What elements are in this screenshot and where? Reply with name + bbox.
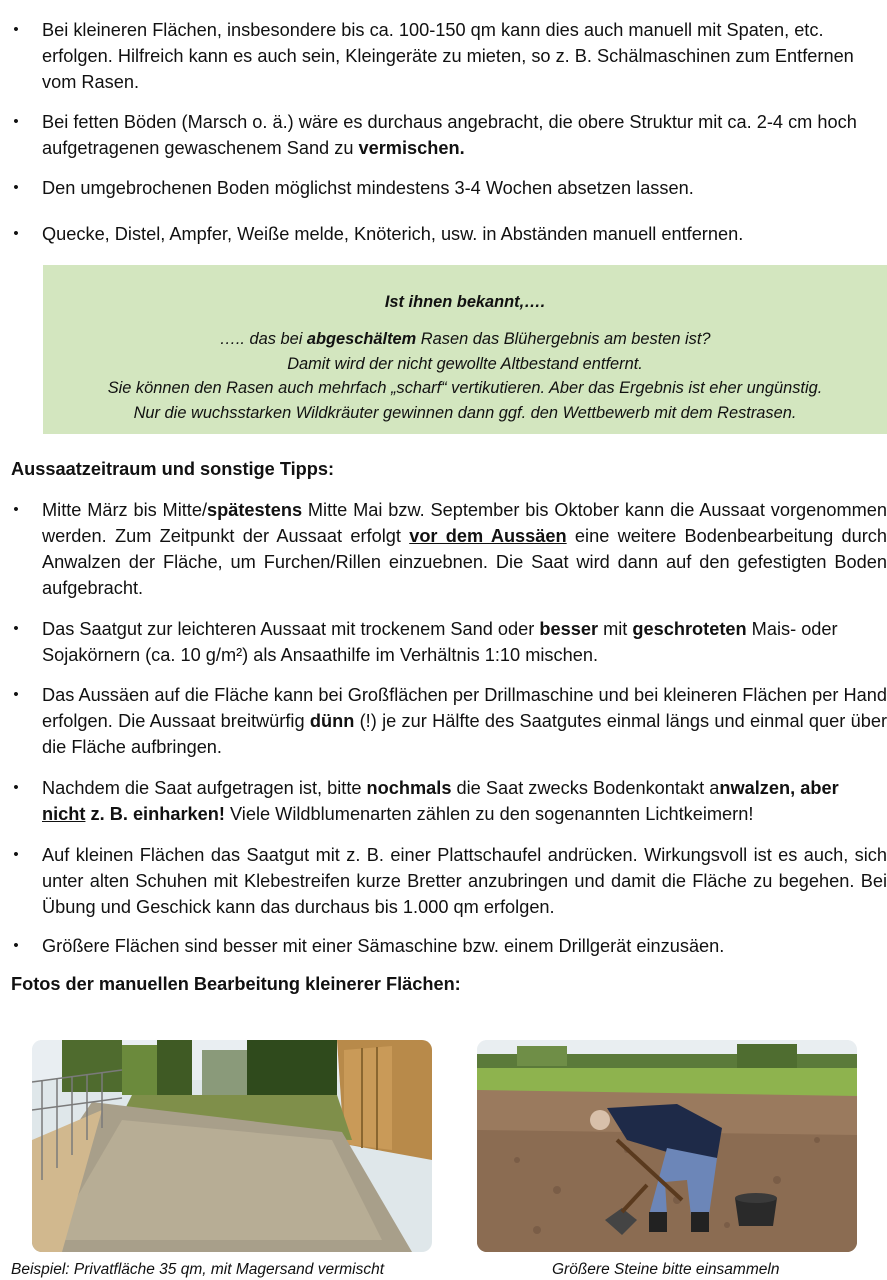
- list-item-text: Das Aussäen auf die Fläche kann bei Großflächen per Drillmaschine und bei kleineren Flächen per Hand erfolgen. Die Aussaat breitwürfig dünn (!) je zur Hälfte des Saatgutes einmal längs und einmal quer über die Fläche aufbringen.: [42, 685, 887, 757]
- bullet-icon: •: [13, 620, 19, 637]
- section-heading-fotos: Fotos der manuellen Bearbeitung kleinerer Flächen:: [11, 974, 461, 994]
- bullet-icon: •: [13, 501, 19, 518]
- list-item-text: Den umgebrochenen Boden möglichst mindestens 3-4 Wochen absetzen lassen.: [42, 178, 694, 198]
- info-callout: [43, 265, 887, 434]
- photo-collecting-stones: [477, 1040, 857, 1252]
- caption-right: Größere Steine bitte einsammeln: [552, 1261, 780, 1278]
- callout-title: Ist ihnen bekannt,….: [384, 293, 546, 311]
- list-item-text: Quecke, Distel, Ampfer, Weiße melde, Knöterich, usw. in Abständen manuell entfernen.: [42, 224, 744, 244]
- bullet-icon: •: [13, 846, 19, 863]
- callout-line: Sie können den Rasen auch mehrfach „scharf“ vertikutieren. Aber das Ergebnis ist eher ungünstig.: [107, 379, 823, 397]
- caption-left: Beispiel: Privatfläche 35 qm, mit Magersand vermischt: [11, 1261, 385, 1278]
- list-item-text: Nachdem die Saat aufgetragen ist, bitte nochmals die Saat zwecks Bodenkontakt anwalzen, aber nicht z. B. einharken! Viele Wildblumenarten zählen zu den sogenannten Lichtkeimern!: [42, 778, 839, 824]
- list-item-text: Auf kleinen Flächen das Saatgut mit z. B. einer Plattschaufel andrücken. Wirkungsvoll ist es auch, sich unter alten Schuhen mit Klebestreifen kurze Bretter anzubringen und damit die Fläche zu begehen. Bei Übung und Geschick kann das durchaus bis 1.000 qm erfolgen.: [42, 845, 887, 917]
- callout-body: [43, 327, 887, 425]
- bullet-icon: •: [13, 21, 19, 38]
- callout-line: Nur die wuchsstarken Wildkräuter gewinnen dann ggf. den Wettbewerb mit dem Restrasen.: [133, 403, 797, 422]
- bullet-icon: •: [13, 113, 19, 130]
- callout-line: ….. das bei abgeschältem Rasen das Blühergebnis am besten ist?: [219, 330, 711, 348]
- list-item-text: Mitte März bis Mitte/spätestens Mitte Mai bzw. September bis Oktober kann die Aussaat vorgenommen werden. Zum Zeitpunkt der Aussaat erfolgt vor dem Aussäen eine weitere Bodenbearbeitung durch Anwalzen der Fläche, um Furchen/Rillen einzuebnen. Die Saat wird dann auf den gefestigten Boden aufgebracht.: [42, 500, 887, 598]
- bullet-icon: •: [13, 686, 19, 703]
- bullet-icon: •: [13, 779, 19, 796]
- list-item-text: Größere Flächen sind besser mit einer Sämaschine bzw. einem Drillgerät einzusäen.: [42, 936, 725, 956]
- list-item-text: Bei fetten Böden (Marsch o. ä.) wäre es durchaus angebracht, die obere Struktur mit ca. 2-4 cm hoch aufgetragenen gewaschenem Sand zu vermischen.: [42, 112, 857, 158]
- callout-line: Damit wird der nicht gewollte Altbestand entfernt.: [287, 354, 643, 373]
- bullet-icon: •: [13, 937, 19, 954]
- section-heading-aussaat: Aussaatzeitraum und sonstige Tipps:: [11, 459, 335, 479]
- photo-garden-bed: [32, 1040, 432, 1252]
- list-item-text: Das Saatgut zur leichteren Aussaat mit trockenem Sand oder besser mit geschroteten Mais- oder Sojakörnern (ca. 10 g/m²) als Ansaathilfe im Verhältnis 1:10 mischen.: [42, 619, 838, 665]
- bullet-icon: •: [13, 179, 19, 196]
- list-item-text: Bei kleineren Flächen, insbesondere bis ca. 100-150 qm kann dies auch manuell mit Spaten, etc. erfolgen. Hilfreich kann es auch sein, Kleingeräte zu mieten, so z. B. Schälmaschinen zum Entfernen vom Rasen.: [42, 20, 854, 92]
- bullet-icon: •: [13, 225, 19, 242]
